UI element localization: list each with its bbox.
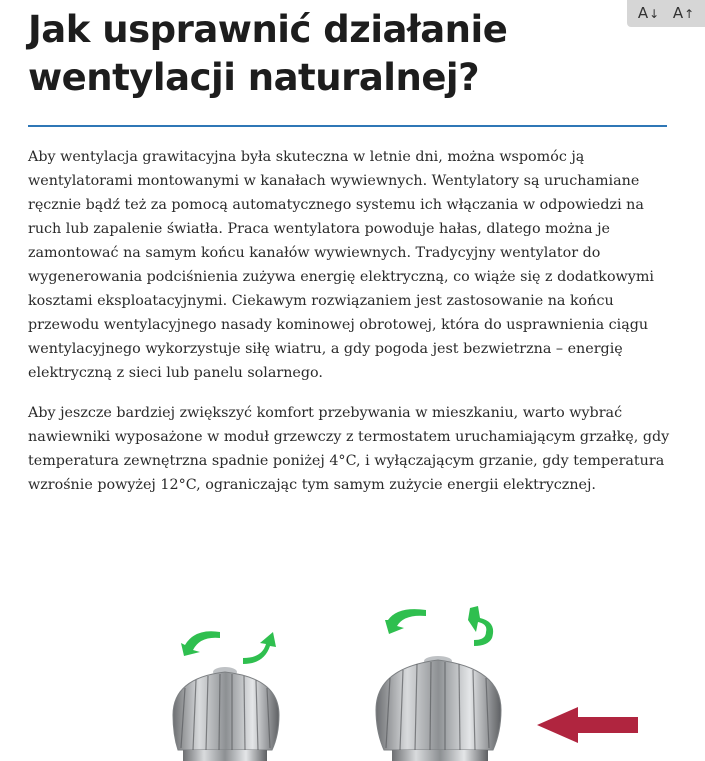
roof-ventilator-illustration xyxy=(0,560,705,761)
arrow-down-icon: ↓ xyxy=(649,6,660,21)
arrow-up-icon: ↑ xyxy=(684,6,695,21)
increase-font-label: A xyxy=(672,4,684,22)
increase-font-button[interactable] xyxy=(673,6,694,21)
article-paragraph-1: Aby wentylacja grawitacyjna była skuteczna w letnie dni, można wspomóc ją wentylatorami montowanymi w kanałach wywiewnych. Wentylatory są uruchamiane ręcznie bądź też za pomocą automatycznego systemu ich włączania w odpowiedzi na ruch lub zapalenie światła. Praca wentylatora powoduje hałas, dlatego można je zamontować na samym końcu kanałów wywiewnych. Tradycyjny wentylator do wygenerowania podciśnienia zużywa energię elektryczną, co wiąże się z dodatkowymi kosztami eksploatacyjnymi. Ciekawym rozwiązaniem jest zastosowanie na końcu przewodu wentylacyjnego nasady kominowej obrotowej, która do usprawnienia ciągu wentylacyjnego wykorzystuje siłę wiatru, a gdy pogoda jest bezwietrzna – energię elektryczną z sieci lub panelu solarnego. xyxy=(28,149,655,381)
font-size-controls xyxy=(627,0,705,27)
rotation-arrow-right-icon xyxy=(243,632,276,664)
turbine-ventilator-left xyxy=(173,667,279,761)
rotation-arrow-left-icon xyxy=(181,631,220,656)
title-divider xyxy=(28,125,667,127)
wind-arrow-icon xyxy=(537,707,638,743)
article-title: Jak usprawnić działanie wentylacji naturalnej? xyxy=(28,8,508,99)
rotation-arrow-top-left-icon xyxy=(385,609,426,634)
decrease-font-button[interactable] xyxy=(638,6,659,21)
rotation-arrow-top-right-icon xyxy=(468,606,493,646)
decrease-font-label: A xyxy=(637,4,649,22)
article-paragraph-2: Aby jeszcze bardziej zwiększyć komfort przebywania w mieszkaniu, warto wybrać nawiewniki wyposażone w moduł grzewczy z termostatem uruchamiającym grzałkę, gdy temperatura zewnętrzna spadnie poniżej 4°C, i wyłączającym grzanie, gdy temperatura wzrośnie powyżej 12°C, ograniczając tym samym zużycie energii elektrycznej. xyxy=(28,405,670,493)
turbine-ventilator-right xyxy=(376,656,501,761)
